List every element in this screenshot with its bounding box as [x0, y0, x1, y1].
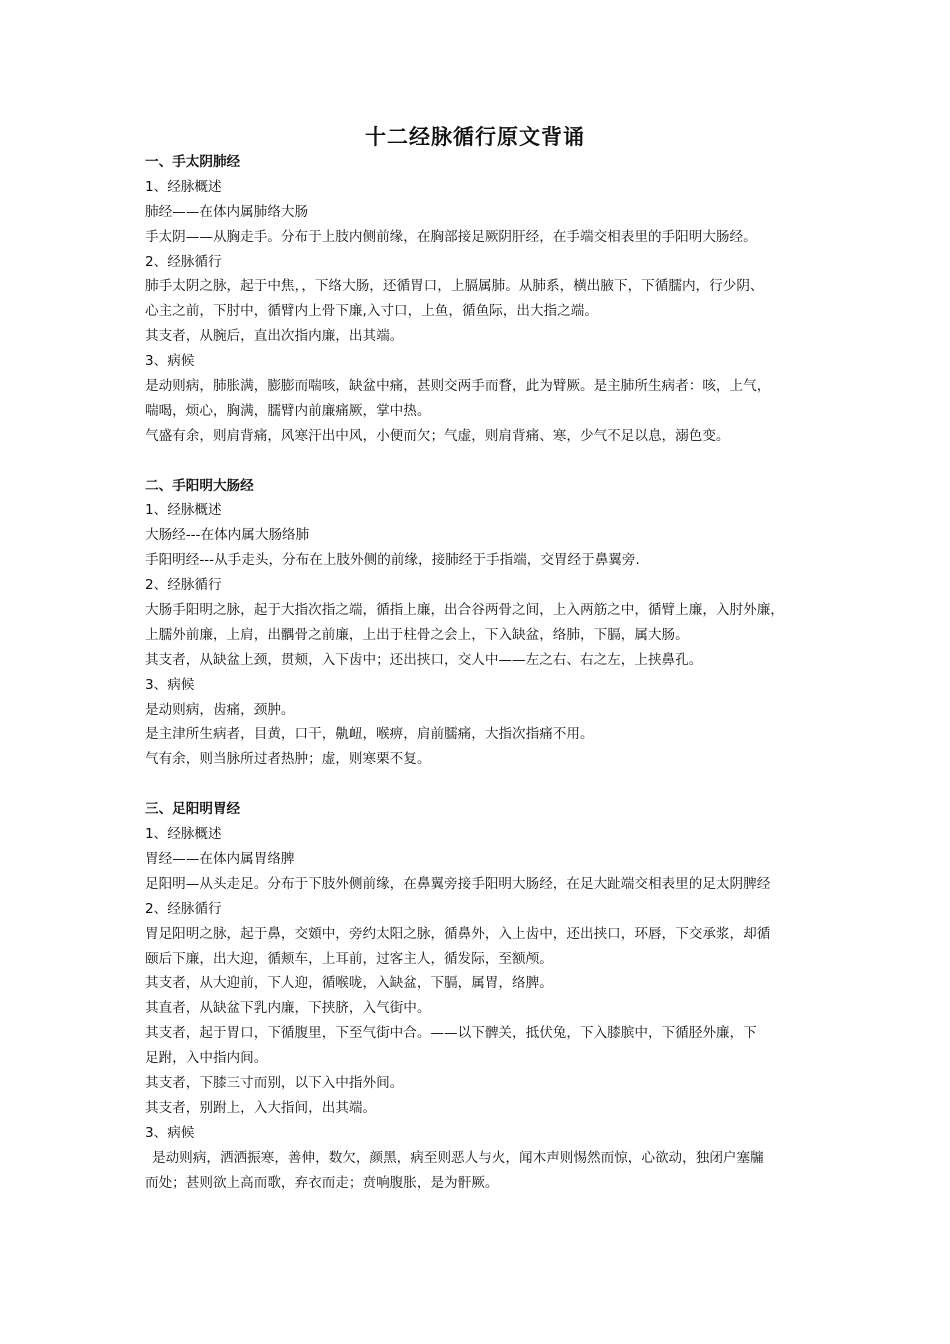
- paragraph-line: 其直者，从缺盆下乳内廉，下挟脐，入气街中。: [145, 1000, 431, 1017]
- subheading-pathway: 2、经脉循行: [145, 253, 222, 270]
- section-heading: 二、手阳明大肠经: [145, 477, 254, 494]
- section-spacer: [145, 449, 815, 474]
- subheading-symptoms: 3、病候: [145, 353, 195, 370]
- paragraph-line: 是动则病，肺胀满，膨膨而喘咳，缺盆中痛，甚则交两手而瞀，此为臂厥。是主肺所生病者：咳，上气，: [145, 378, 771, 395]
- paragraph-line: 是动则病，洒洒振寒，善伸，数欠，颜黑，病至则恶人与火，闻木声则惕然而惊，心欲动，独闭户塞牖: [152, 1149, 764, 1166]
- paragraph-line: 胃足阳明之脉，起于鼻，交頞中，旁约太阳之脉，循鼻外，入上齿中，还出挟口，环唇，下交承浆，却循: [145, 925, 771, 942]
- paragraph-line: 其支者，从大迎前，下人迎，循喉咙，入缺盆，下膈，属胃，络脾。: [145, 975, 553, 992]
- paragraph-line: 肺经——在体内属肺络大肠: [145, 203, 309, 220]
- section-spacer: [145, 772, 815, 797]
- paragraph-line: 大肠经---在体内属大肠络肺: [145, 527, 310, 544]
- document-body: [145, 150, 815, 1195]
- section-lung-meridian: [145, 150, 815, 449]
- section-heading: 一、手太阴肺经: [145, 154, 241, 170]
- paragraph-line: 而处；甚则欲上高而歌，弃衣而走；贲响腹胀，是为骭厥。: [145, 1174, 499, 1191]
- paragraph-line: 气有余，则当脉所过者热肿；虚，则寒栗不复。: [145, 751, 431, 768]
- paragraph-line: 大肠手阳明之脉，起于大指次指之端，循指上廉，出合谷两骨之间，上入两筋之中，循臂上廉，入肘外廉，: [145, 602, 784, 619]
- paragraph-line: 足跗，入中指内间。: [145, 1050, 268, 1067]
- paragraph-line: 足阳明—从头走足。分布于下肢外侧前缘，在鼻翼旁接手阳明大肠经，在足大趾端交相表里的足太阴脾经: [145, 875, 771, 892]
- subheading-overview: 1、经脉概述: [145, 502, 222, 519]
- subheading-pathway: 2、经脉循行: [145, 577, 222, 594]
- section-large-intestine-meridian: [145, 474, 815, 773]
- paragraph-line: 其支者，起于胃口，下循腹里，下至气街中合。——以下髀关，抵伏兔，下入膝膑中，下循胫外廉，下: [145, 1025, 757, 1042]
- section-stomach-meridian: [145, 797, 815, 1195]
- subheading-pathway: 2、经脉循行: [145, 900, 222, 917]
- paragraph-line: 其支者，下膝三寸而别，以下入中指外间。: [145, 1074, 404, 1091]
- paragraph-line: 其支者，别跗上，入大指间，出其端。: [145, 1099, 377, 1116]
- paragraph-line: 上臑外前廉，上肩，出髃骨之前廉，上出于柱骨之会上，下入缺盆，络肺，下膈，属大肠。: [145, 626, 689, 643]
- paragraph-line: 其支者，从缺盆上颈，贯颊，入下齿中；还出挟口，交人中——左之右、右之左，上挟鼻孔。: [145, 651, 703, 668]
- paragraph-line: 气盛有余，则肩背痛，风寒汗出中风，小便而欠；气虚，则肩背痛、寒，少气不足以息，溺色变。: [145, 427, 730, 444]
- document-title: 十二经脉循行原文背诵: [365, 124, 585, 149]
- paragraph-line: 喘喝，烦心，胸满，臑臂内前廉痛厥，掌中热。: [145, 402, 431, 419]
- paragraph-line: 肺手太阴之脉，起于中焦，，下络大肠，还循胃口，上膈属肺。从肺系，横出腋下，下循臑内，行少阴、: [145, 278, 764, 295]
- subheading-overview: 1、经脉概述: [145, 178, 222, 195]
- subheading-symptoms: 3、病候: [145, 1124, 195, 1141]
- subheading-symptoms: 3、病候: [145, 676, 195, 693]
- paragraph-line: 是主津所生病者，目黄，口干，鼽衄，喉痹，肩前臑痛，大指次指痛不用。: [145, 726, 594, 743]
- paragraph-line: 其支者，从腕后，直出次指内廉，出其端。: [145, 328, 404, 345]
- section-heading: 三、足阳明胃经: [145, 801, 241, 818]
- paragraph-line: 手太阴——从胸走手。分布于上肢内侧前缘，在胸部接足厥阴肝经，在手端交相表里的手阳明大肠经。: [145, 228, 757, 245]
- paragraph-line: 胃经——在体内属胃络脾: [145, 850, 295, 867]
- paragraph-line: 心主之前，下肘中，循臂内上骨下廉,入寸口，上鱼，循鱼际，出大指之端。: [145, 303, 598, 320]
- paragraph-line: 颐后下廉，出大迎，循颊车，上耳前，过客主人，循发际，至额颅。: [145, 950, 553, 967]
- paragraph-line: 手阳明经---从手走头，分布在上肢外侧的前缘，接肺经于手指端，交胃经于鼻翼旁.: [145, 552, 640, 569]
- paragraph-line: 是动则病，齿痛，颈肿。: [145, 701, 295, 718]
- subheading-overview: 1、经脉概述: [145, 826, 222, 843]
